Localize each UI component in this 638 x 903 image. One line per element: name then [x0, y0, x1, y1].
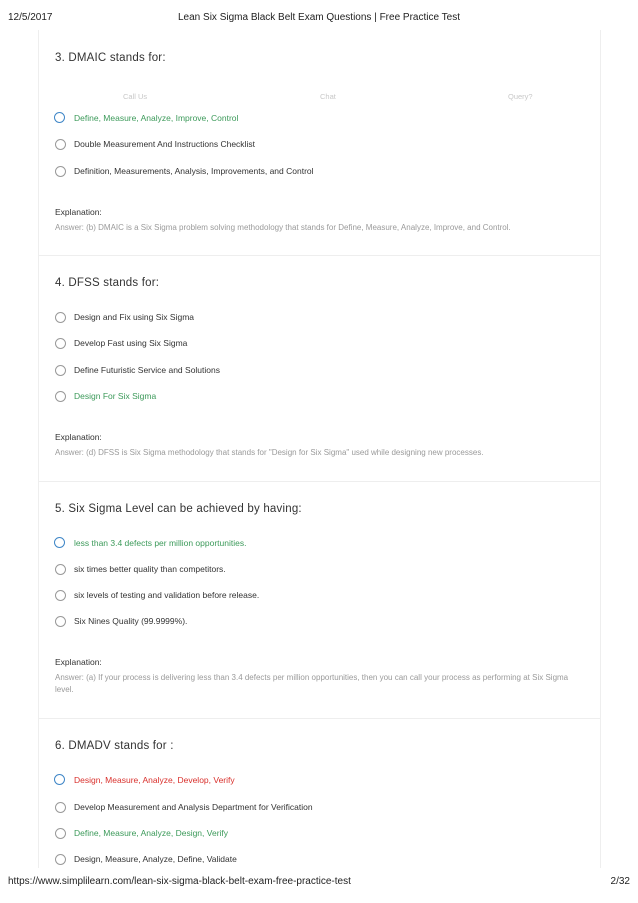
page-number: 2/32 [610, 876, 630, 887]
question-4-explanation: Answer: (d) DFSS is Six Sigma methodology that stands for "Design for Six Sigma" used while designing new processes. [55, 448, 484, 457]
radio-button[interactable] [55, 312, 66, 323]
divider [38, 481, 601, 482]
option-label: Design, Measure, Analyze, Define, Validate [74, 854, 237, 864]
radio-button[interactable] [55, 828, 66, 839]
option-label: Develop Measurement and Analysis Department for Verification [74, 802, 313, 812]
chat-link[interactable]: Chat [320, 92, 336, 101]
radio-button[interactable] [55, 365, 66, 376]
option-label: six times better quality than competitors. [74, 564, 226, 574]
print-url: https://www.simplilearn.com/lean-six-sigma-black-belt-exam-free-practice-test [8, 876, 351, 887]
option-label: Double Measurement And Instructions Checklist [74, 139, 255, 149]
radio-button[interactable] [55, 139, 66, 150]
question-3-explanation-label: Explanation: [55, 207, 102, 217]
radio-button[interactable] [55, 590, 66, 601]
print-date: 12/5/2017 [8, 12, 53, 23]
print-footer [0, 872, 638, 892]
radio-button[interactable] [55, 338, 66, 349]
contact-bar [38, 86, 601, 106]
call-us-link[interactable]: Call Us [123, 92, 148, 101]
question-5-explanation-label: Explanation: [55, 657, 102, 667]
option-label: Design For Six Sigma [74, 391, 157, 401]
option-label: Develop Fast using Six Sigma [74, 338, 188, 348]
question-4-title: 4. DFSS stands for: [55, 277, 160, 289]
option-label: Define Futuristic Service and Solutions [74, 365, 220, 375]
card-border-left [38, 30, 39, 868]
radio-button[interactable] [54, 537, 65, 548]
radio-button[interactable] [55, 854, 66, 865]
radio-button[interactable] [55, 616, 66, 627]
radio-button[interactable] [55, 391, 66, 402]
option-label: Six Nines Quality (99.9999%). [74, 616, 188, 626]
radio-button[interactable] [55, 564, 66, 575]
print-title: Lean Six Sigma Black Belt Exam Questions | Free Practice Test [178, 12, 460, 23]
question-5-explanation: Answer: (a) If your process is delivering less than 3.4 defects per million opportunities, then you can call your process as performing at Six Sigma level. [55, 673, 569, 694]
radio-button[interactable] [55, 802, 66, 813]
question-5-title: 5. Six Sigma Level can be achieved by having: [55, 503, 302, 515]
question-6-title: 6. DMADV stands for : [55, 740, 174, 752]
question-4-explanation-label: Explanation: [55, 432, 102, 442]
print-header [0, 0, 638, 22]
question-3-title: 3. DMAIC stands for: [55, 52, 166, 64]
radio-button[interactable] [54, 112, 65, 123]
option-label: Design and Fix using Six Sigma [74, 312, 195, 322]
divider [38, 255, 601, 256]
radio-button[interactable] [54, 774, 65, 785]
option-label: Define, Measure, Analyze, Design, Verify [74, 828, 229, 838]
option-label: six levels of testing and validation before release. [74, 590, 260, 600]
option-label: Design, Measure, Analyze, Develop, Verify [74, 775, 235, 785]
option-label: Define, Measure, Analyze, Improve, Control [74, 113, 239, 123]
question-3-explanation: Answer: (b) DMAIC is a Six Sigma problem solving methodology that stands for Define, Measure, Analyze, Improve, and Control. [55, 223, 511, 232]
divider [38, 718, 601, 719]
query-link[interactable]: Query? [508, 92, 533, 101]
radio-button[interactable] [55, 166, 66, 177]
option-label: Definition, Measurements, Analysis, Improvements, and Control [74, 166, 314, 176]
card-border-right [600, 30, 601, 868]
option-label: less than 3.4 defects per million opportunities. [74, 538, 247, 548]
